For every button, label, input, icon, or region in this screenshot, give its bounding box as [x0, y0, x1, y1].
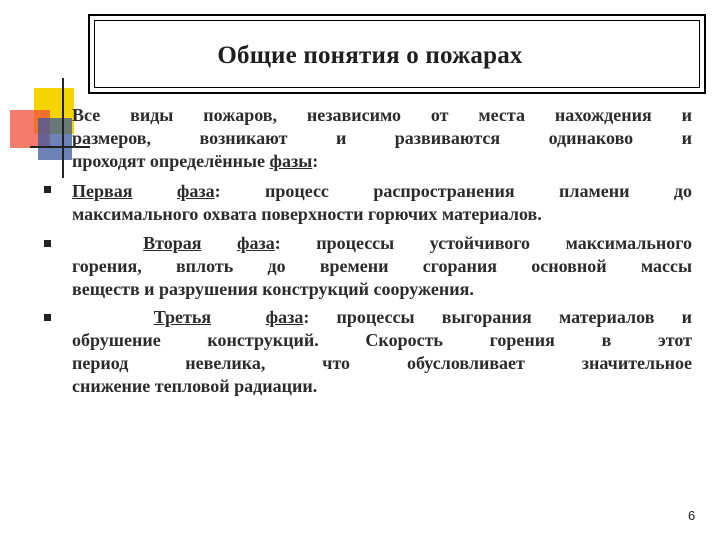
intro-line-2: размеров, возникают и развиваются одинаково и	[72, 128, 692, 148]
intro-paragraph	[72, 104, 692, 173]
intro-line-3: проходят определённые фазы:	[72, 151, 319, 171]
phase-3-line-1: Третья фаза: процессы выгорания материалов и	[153, 307, 693, 327]
bullet-marker	[44, 240, 51, 247]
phase-2-item	[72, 232, 692, 301]
phase-1-line-1: Первая фаза: процесс распространения пламени до	[72, 181, 693, 201]
bullet-marker	[44, 314, 51, 321]
decor-vertical-line	[62, 78, 64, 178]
intro-line-1: Все виды пожаров, независимо от места нахождения и	[72, 105, 692, 125]
slide-title: Общие понятия о пожарах	[217, 42, 523, 69]
phase-2-line-3: веществ и разрушения конструкций сооружения.	[72, 279, 474, 299]
phase-3-line-4: снижение тепловой радиации.	[72, 376, 318, 396]
phase-2-line-1: Вторая фаза: процессы устойчивого максимального	[143, 233, 692, 253]
phase-1-line-2: максимального охвата поверхности горючих материалов.	[72, 204, 542, 224]
decor-blue-square	[38, 118, 72, 160]
phase-3-line-2: обрушение конструкций. Скорость горения в этот	[72, 330, 692, 350]
phases-word: фазы	[269, 151, 313, 171]
bullet-marker	[44, 186, 51, 193]
phase-3-item	[72, 306, 692, 398]
phase-3-line-3: период невелика, что обусловливает значительное	[72, 353, 692, 373]
phase-2-line-2: горения, вплоть до времени сгорания основной массы	[72, 256, 692, 276]
phase-1-item	[72, 180, 692, 226]
page-number: 6	[688, 508, 696, 523]
